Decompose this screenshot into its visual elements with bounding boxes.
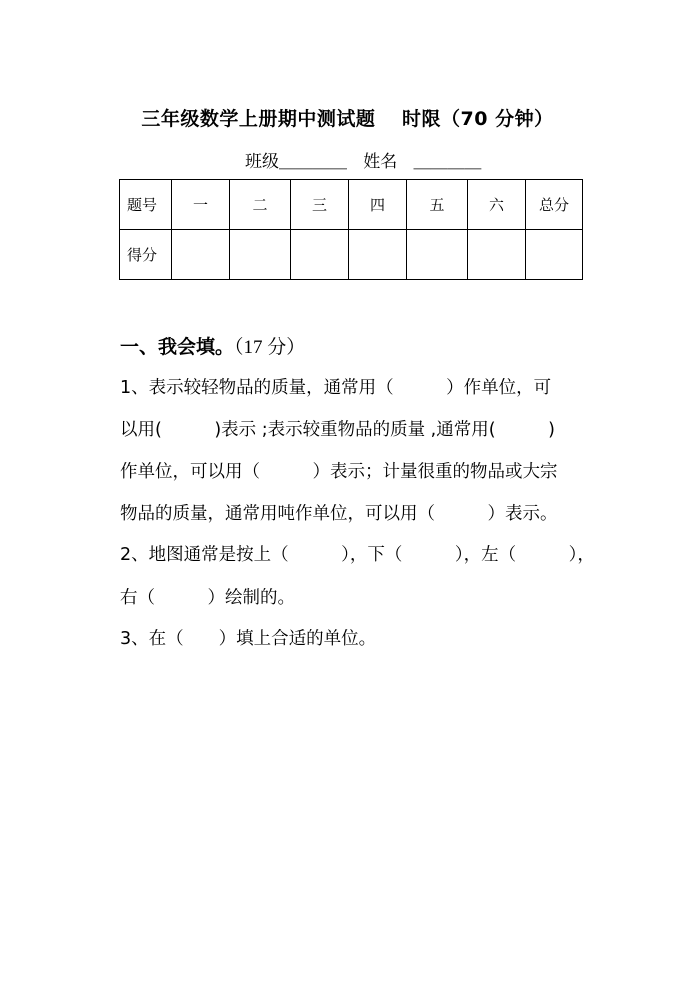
table-cell: 得分 — [120, 230, 172, 280]
table-cell: 六 — [468, 180, 526, 230]
table-cell: 题号 — [120, 180, 172, 230]
table-cell: 四 — [349, 180, 407, 230]
section-points: （17 分） — [234, 337, 306, 358]
title-time-limit: 时限（70 分钟） — [402, 108, 554, 130]
question-line: 作单位，可以用（ ）表示；计量很重的物品或大宗 — [120, 462, 558, 482]
question-line: 2、地图通常是按上（ ），下（ ），左（ ）， — [120, 545, 595, 565]
question-line: 3、在（ ）填上合适的单位。 — [120, 629, 377, 649]
table-cell: 二 — [230, 180, 291, 230]
question-line: 物品的质量，通常用吨作单位，可以用（ ）表示。 — [120, 504, 558, 524]
table-row-scores — [120, 230, 583, 280]
name-field[interactable]: ＿＿＿＿ — [413, 152, 482, 172]
section-title: 一、我会填。 — [120, 336, 235, 358]
question-line: 以用( )表示 ;表示较重物品的质量 ,通常用( ) — [120, 420, 555, 440]
question-line: 1、表示较轻物品的质量，通常用（ ）作单位，可 — [120, 378, 552, 398]
section-heading — [120, 332, 305, 359]
score-cell[interactable] — [526, 230, 583, 280]
student-info — [245, 147, 481, 172]
score-table — [119, 179, 583, 280]
name-label: 姓名 — [363, 152, 398, 172]
title-main: 三年级数学上册期中测试题 — [141, 108, 376, 130]
page-title — [0, 104, 695, 131]
question-line: 右（ ）绘制的。 — [120, 588, 295, 608]
table-cell: 五 — [407, 180, 468, 230]
table-row-question-numbers — [120, 180, 583, 230]
table-cell: 三 — [291, 180, 349, 230]
score-cell[interactable] — [230, 230, 291, 280]
score-cell[interactable] — [349, 230, 407, 280]
score-cell[interactable] — [172, 230, 230, 280]
table-cell: 一 — [172, 180, 230, 230]
class-field[interactable]: ＿＿＿＿ — [279, 152, 347, 172]
table-cell: 总分 — [526, 180, 583, 230]
class-label: 班级 — [245, 152, 279, 172]
score-cell[interactable] — [291, 230, 349, 280]
score-cell[interactable] — [407, 230, 468, 280]
score-cell[interactable] — [468, 230, 526, 280]
